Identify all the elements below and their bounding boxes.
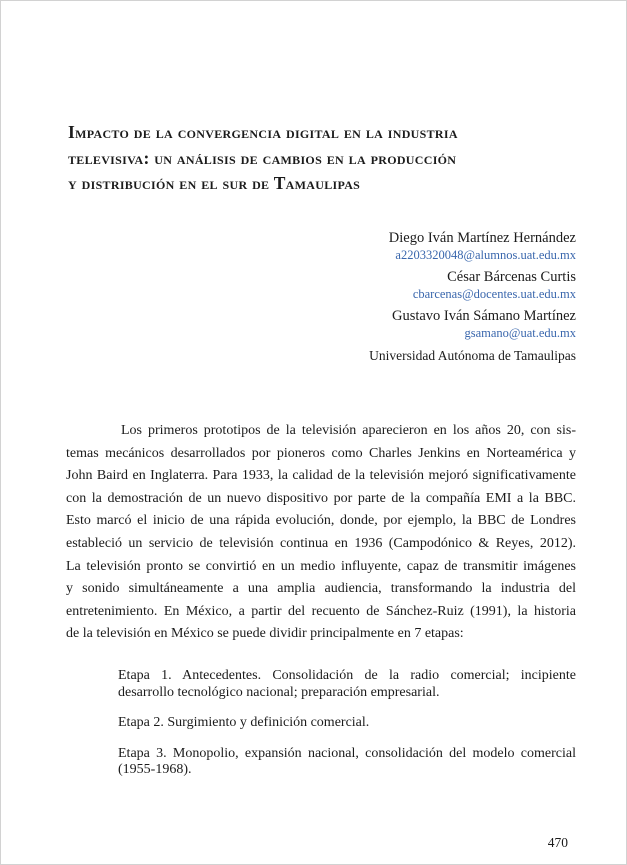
etapa-item-2 — [118, 715, 576, 732]
paragraph-line: de la televisión en México se puede dividir principalmente en 7 etapas: — [66, 626, 464, 642]
title-line-1: Impacto de la convergencia digital en la industria — [68, 122, 458, 142]
page-number: 470 — [547, 835, 568, 850]
etapa-line: Etapa 2. Surgimiento y definición comercial. — [118, 715, 370, 730]
author-name: César Bárcenas Curtis — [447, 269, 576, 285]
paragraph-line: Los primeros prototipos de la televisión aparecieron en los años 20, con sis- — [121, 423, 576, 438]
etapa-line: (1955-1968). — [118, 762, 192, 777]
paragraph-line: y sonido simultáneamente a una amplia audiencia, transformando la industria del — [66, 581, 576, 597]
author-name: Diego Iván Martínez Hernández — [388, 230, 576, 246]
author-name: Gustavo Iván Sámano Martínez — [391, 308, 576, 324]
etapa-line: Etapa 3. Monopolio, expansión nacional, consolidación del modelo comercial — [118, 745, 576, 761]
paragraph-line: con la demostración de un nuevo dispositivo por parte de la compañía EMI a la BBC. — [66, 490, 576, 506]
author-email-link[interactable]: cbarcenas@docentes.uat.edu.mx — [412, 287, 576, 301]
title-line-2: televisiva: un análisis de cambios en la producción — [68, 147, 457, 168]
paragraph-line: entretenimiento. En México, a partir del recuento de Sánchez-Ruiz (1991), la historia — [66, 603, 576, 619]
etapas-list — [118, 668, 576, 793]
paragraph-line: John Baird en Inglaterra. Para 1933, la calidad de la televisión mejoró significativamente — [66, 468, 576, 484]
author-email-link[interactable]: a2203320048@alumnos.uat.edu.mx — [395, 248, 576, 262]
author-entry — [66, 308, 576, 341]
paragraph-line: estableció un servicio de televisión continua en 1936 (Campodónico & Reyes, 2012). — [66, 535, 576, 551]
paragraph-line: Esto marcó el inicio de una rápida evolución, donde, por ejemplo, la BBC de Londres — [66, 513, 576, 529]
title-line-3: y distribución en el sur de Tamaulipas — [68, 173, 361, 193]
etapa-item-3 — [118, 746, 576, 779]
affiliation: Universidad Autónoma de Tamaulipas — [369, 348, 576, 363]
paragraph-line: temas mecánicos desarrollados por pioneros como Charles Jenkins en Norteamérica y — [66, 445, 576, 461]
page-title — [68, 120, 568, 197]
author-entry — [66, 269, 576, 302]
author-email-link[interactable]: gsamano@uat.edu.mx — [464, 326, 576, 340]
etapa-line: Etapa 1. Antecedentes. Consolidación de la radio comercial; incipiente — [118, 668, 576, 683]
authors-block — [66, 230, 576, 364]
author-entry — [66, 230, 576, 263]
etapa-line: desarrollo tecnológico nacional; preparación empresarial. — [118, 684, 440, 700]
etapa-item-1 — [118, 668, 576, 701]
body-paragraph — [66, 420, 576, 646]
paragraph-line: La televisión pronto se convirtió en un medio influyente, capaz de transmitir imágenes — [66, 558, 576, 574]
